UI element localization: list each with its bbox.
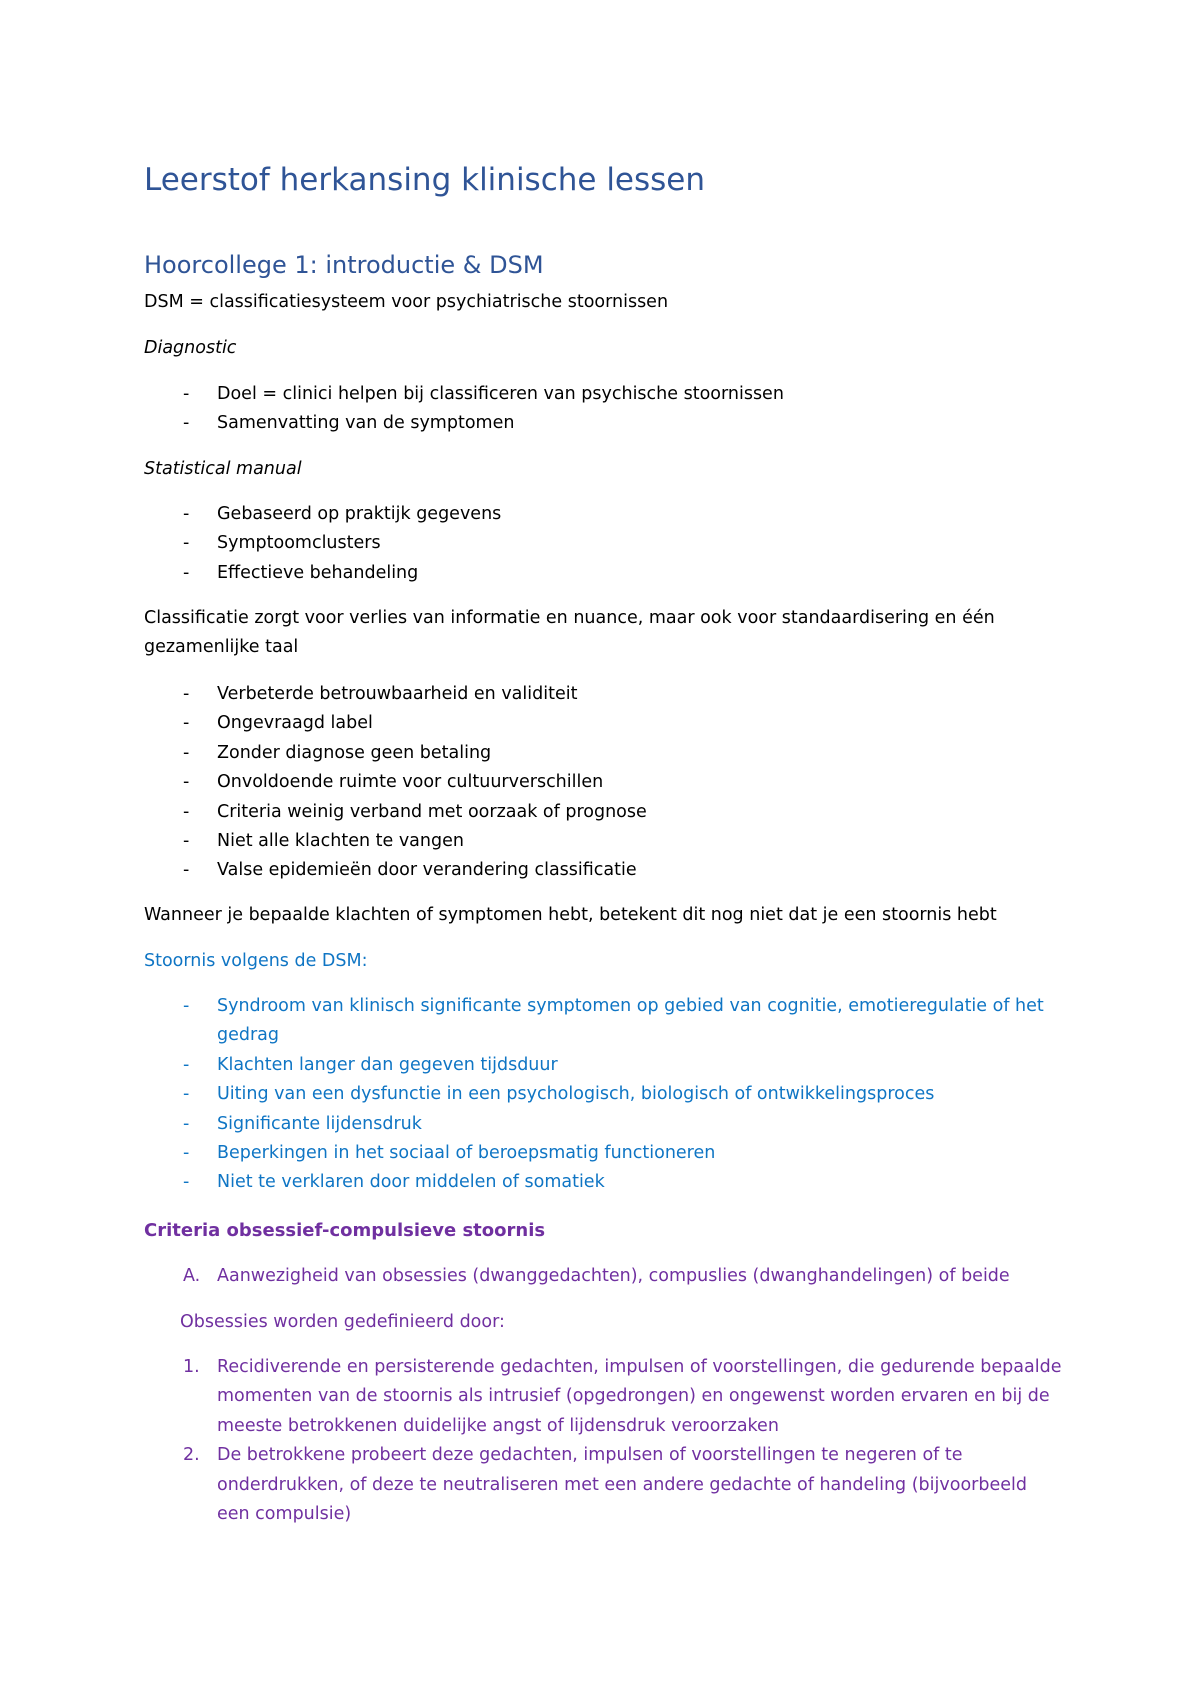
- stoornis-label: Stoornis volgens de DSM:: [144, 951, 368, 971]
- ocd-heading: Criteria obsessief-compulsieve stoornis: [144, 1220, 546, 1241]
- statistical-list: [144, 500, 1064, 588]
- list-item: - Verbeterde betrouwbaarheid en validiteit: [144, 680, 1064, 709]
- dash-marker: -: [183, 996, 190, 1016]
- list-item: - Symptoomclusters: [144, 529, 1064, 558]
- list-item: - Onvoldoende ruimte voor cultuurverschillen: [144, 768, 1064, 797]
- list-item: - Ongevraagd label: [144, 709, 1064, 738]
- list-item: - Uiting van een dysfunctie in een psychologisch, biologisch of ontwikkelingsproces: [144, 1080, 1064, 1109]
- list-item: - Samenvatting van de symptomen: [144, 409, 1064, 438]
- list-item: - Valse epidemieën door verandering classificatie: [144, 856, 1064, 885]
- list-item: - Significante lijdensdruk: [144, 1110, 1064, 1139]
- dash-marker: -: [183, 801, 190, 822]
- dash-marker: -: [183, 772, 190, 793]
- list-item: - Beperkingen in het sociaal of beroepsmatig functioneren: [144, 1139, 1064, 1168]
- dash-marker: -: [183, 742, 190, 763]
- section-heading: Hoorcollege 1: introductie & DSM: [144, 251, 544, 279]
- dash-marker: -: [183, 533, 190, 554]
- document-title: Leerstof herkansing klinische lessen: [144, 162, 706, 198]
- dash-marker: -: [183, 504, 190, 524]
- dash-marker: -: [183, 413, 190, 434]
- wanneer-paragraph: Wanneer je bepaalde klachten of symptomen hebt, betekent dit nog niet dat je een stoornis hebt: [144, 905, 997, 925]
- dash-marker: -: [183, 1143, 190, 1164]
- diagnostic-list: [144, 380, 1064, 439]
- stoornis-list: [144, 992, 1064, 1198]
- dash-marker: -: [183, 713, 190, 734]
- list-item: - Doel = clinici helpen bij classificeren van psychische stoornissen: [144, 380, 1064, 409]
- list-item: - Niet te verklaren door middelen of somatiek: [144, 1168, 1064, 1197]
- statistical-label: Statistical manual: [144, 459, 302, 479]
- list-item: - Criteria weinig verband met oorzaak of prognose: [144, 798, 1064, 827]
- dash-marker: -: [183, 1084, 190, 1105]
- list-item: 1. Recidiverende en persisterende gedachten, impulsen of voorstellingen, die gedurende bepaalde momenten van de stoornis als intrusief (opgedrongen) en ongewenst worden ervaren en bij de meeste betrokkenen duidelijke angst of lijdensdruk veroorzaken: [144, 1353, 1064, 1441]
- classificatie-list: [144, 680, 1064, 886]
- letter-marker: A.: [183, 1266, 201, 1286]
- list-item: - Syndroom van klinisch significante symptomen op gebied van cognitie, emotieregulatie of het gedrag: [144, 992, 1064, 1051]
- list-item: - Zonder diagnose geen betaling: [144, 739, 1064, 768]
- dash-marker: -: [183, 1172, 190, 1193]
- list-item: A. Aanwezigheid van obsessies (dwanggedachten), compuslies (dwanghandelingen) of beide: [144, 1262, 1064, 1291]
- number-marker: 1.: [183, 1357, 200, 1377]
- dash-marker: -: [183, 831, 190, 852]
- dash-marker: -: [183, 562, 190, 583]
- obsessies-label: Obsessies worden gedefinieerd door:: [180, 1312, 505, 1332]
- list-item: - Effectieve behandeling: [144, 559, 1064, 588]
- obsessies-list: [144, 1353, 1064, 1529]
- diagnostic-label: Diagnostic: [144, 338, 237, 358]
- dash-marker: -: [183, 1054, 190, 1075]
- list-item: - Niet alle klachten te vangen: [144, 827, 1064, 856]
- list-item: - Gebaseerd op praktijk gegevens: [144, 500, 1064, 529]
- dash-marker: -: [183, 384, 190, 404]
- dash-marker: -: [183, 684, 190, 704]
- dash-marker: -: [183, 1113, 190, 1134]
- ocd-criteria-list: [144, 1262, 1064, 1291]
- number-marker: 2.: [183, 1445, 200, 1466]
- dsm-definition: DSM = classificatiesysteem voor psychiatrische stoornissen: [144, 292, 669, 312]
- dash-marker: -: [183, 860, 190, 881]
- classificatie-paragraph: Classificatie zorgt voor verlies van informatie en nuance, maar ook voor standaardisering en één gezamenlijke taal: [144, 608, 995, 657]
- list-item: - Klachten langer dan gegeven tijdsduur: [144, 1051, 1064, 1080]
- list-item: 2. De betrokkene probeert deze gedachten, impulsen of voorstellingen te negeren of te onderdrukken, of deze te neutraliseren met een andere gedachte of handeling (bijvoorbeeld een compulsie): [144, 1441, 1064, 1529]
